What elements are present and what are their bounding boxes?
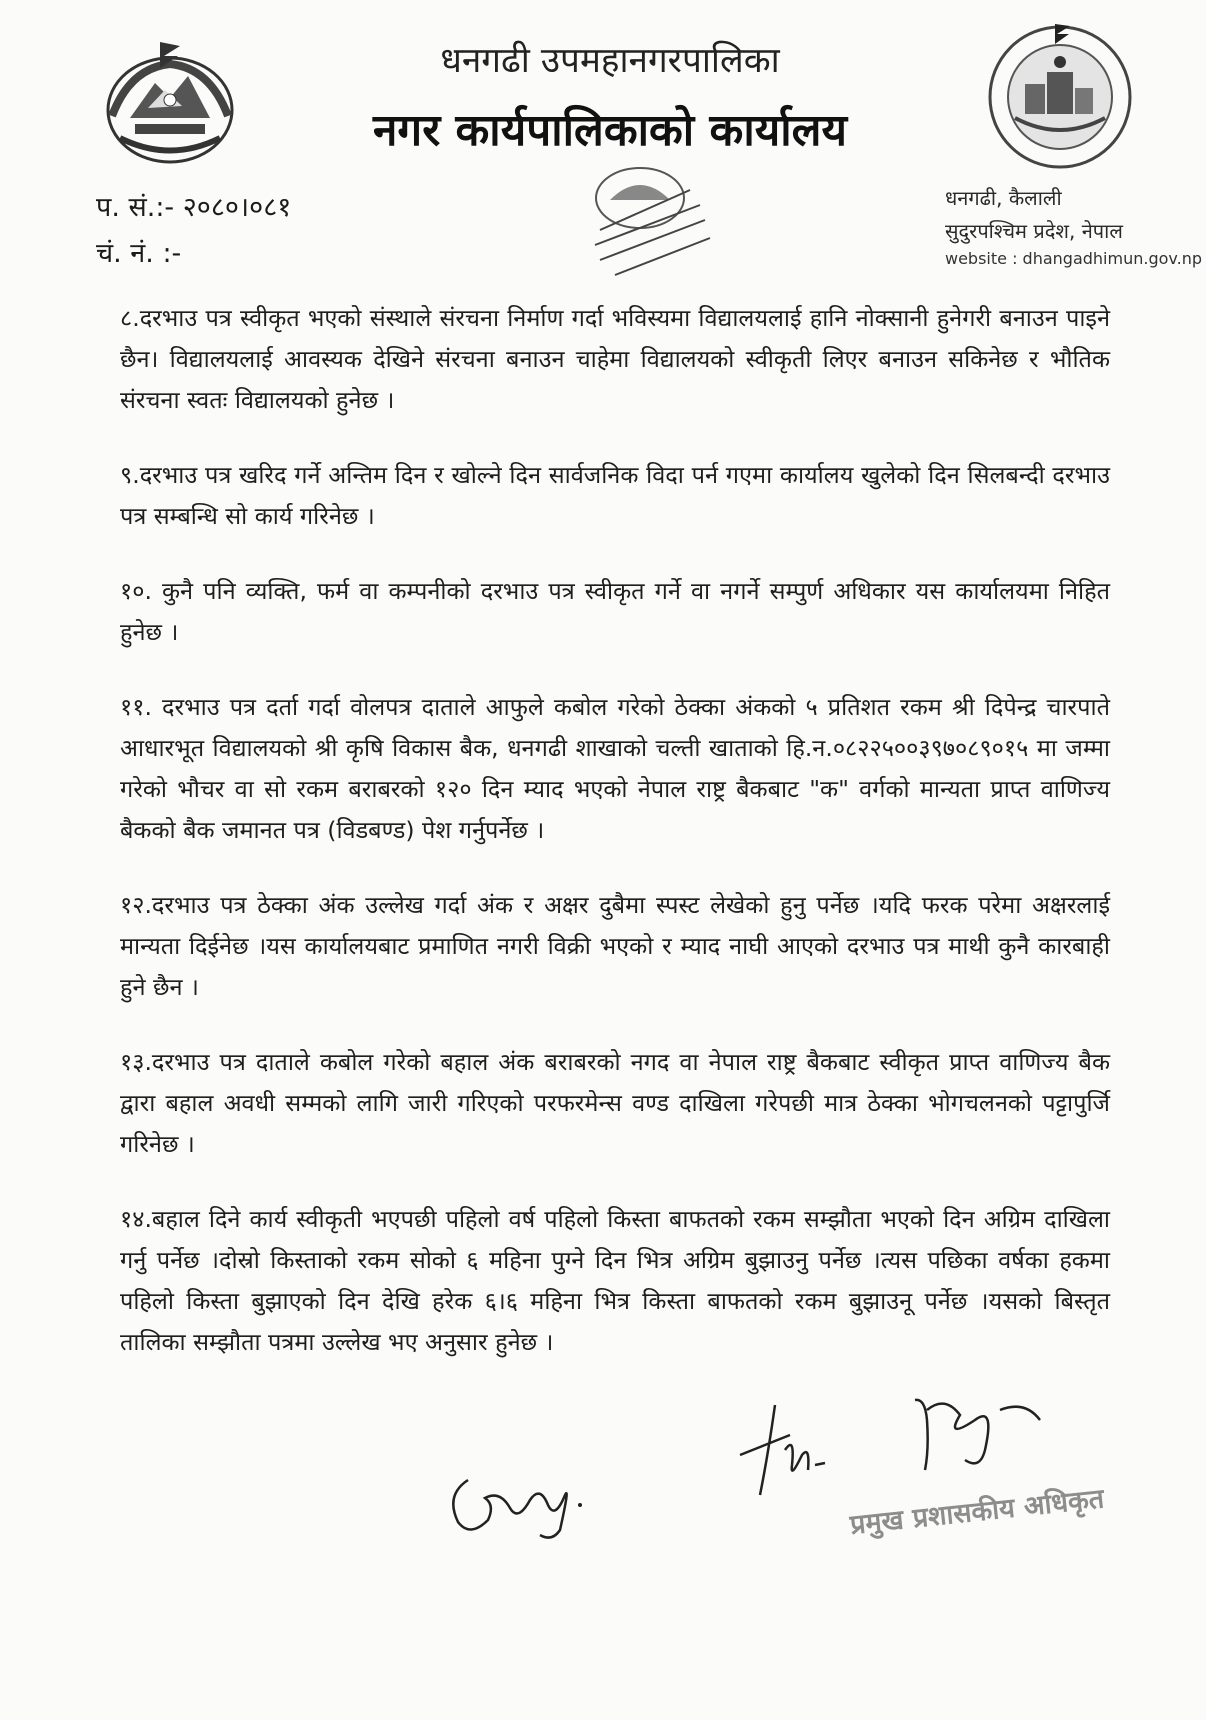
nepal-coat-of-arms-icon (100, 38, 240, 168)
document-body (120, 298, 1110, 1397)
address-province: सुदुरपश्चिम प्रदेश, नेपाल (945, 219, 1123, 243)
reference-block (96, 185, 291, 277)
designation-stamp: प्रमुख प्रशासकीय अधिकृत (848, 1483, 1106, 1541)
clause-13: १३.दरभाउ पत्र दाताले कबोल गरेको बहाल अंक बराबरको नगद वा नेपाल राष्ट्र बैकबाट स्वीकृत प्राप्त वाणिज्य बैक द्वारा बहाल अवधी सम्मको लागि जारी गरिएको परफरमेन्स वण्ड दाखिला गरेपछी मात्र ठेक्का भोगचलनको पट्टापुर्जि गरिनेछ । (120, 1048, 1110, 1158)
clause-9: ९.दरभाउ पत्र खरिद गर्ने अन्तिम दिन र खोल्ने दिन सार्वजनिक विदा पर्न गएमा कार्यालय खुलेको दिन सिलबन्दी दरभाउ पत्र सम्बन्धि सो कार्य गरिनेछ । (120, 461, 1110, 530)
office-name: नगर कार्यपालिकाको कार्यालय (373, 105, 847, 156)
signature-3-icon (905, 1380, 1055, 1485)
reference-number: प. सं.:- २०८०।०८१ (96, 192, 292, 223)
website-link[interactable]: website : dhangadhimun.gov.np (945, 249, 1202, 268)
address-city: धनगढी, कैलाली (945, 186, 1062, 210)
clause-11: ११. दरभाउ पत्र दर्ता गर्दा वोलपत्र दाताले आफुले कबोल गरेको ठेक्का अंकको ५ प्रतिशत रकम श्री दिपेन्द्र चारपाते आधारभूत विद्यालयको श्री कृषि विकास बैक, धनगढी शाखाको चल्ती खाताको हि.न.०८२२५००३९७०८९०१५ मा जम्मा गरेको भौचर वा सो रकम बराबरको १२० दिन म्याद भएको नेपाल राष्ट्र बैकबाट "क" वर्गको मान्यता प्राप्त वाणिज्य बैकको बैक जमानत पत्र (विडबण्ड) पेश गर्नुपर्नेछ । (120, 693, 1110, 844)
municipality-name: धनगढी उपमहानगरपालिका (440, 41, 780, 81)
clause-12: १२.दरभाउ पत्र ठेक्का अंक उल्लेख गर्दा अंक र अक्षर दुबैमा स्पस्ट लेखेको हुनु पर्नेछ ।यदि फरक परेमा अक्षरलाई मान्यता दिईनेछ ।यस कार्यालयबाट प्रमाणित नगरी विक्री भएको र म्याद नाघी आएको दरभाउ पत्र माथी कुनै कारबाही हुने छैन । (120, 891, 1110, 1001)
office-stamp-icon (540, 150, 740, 285)
clause-14: १४.बहाल दिने कार्य स्वीकृती भएपछी पहिलो वर्ष पहिलो किस्ता बाफतको रकम सम्झौता भएको दिन अग्रिम दाखिला गर्नु पर्नेछ ।दोस्रो किस्ताको रकम सोको ६ महिना पुग्ने दिन भित्र अग्रिम बुझाउनु पर्नेछ ।त्यस पछिका वर्षका हकमा पहिलो किस्ता बुझाएको दिन देखि हरेक ६।६ महिना भित्र किस्ता बाफतको रकम बुझाउनू पर्नेछ ।यसको बिस्तृत तालिका सम्झौता पत्रमा उल्लेख भए अनुसार हुनेछ । (120, 1205, 1110, 1356)
signature-2-icon (730, 1395, 840, 1505)
dispatch-number: चं. नं. :- (96, 238, 182, 269)
signature-1-icon (440, 1450, 600, 1545)
clause-8: ८.दरभाउ पत्र स्वीकृत भएको संस्थाले संरचना निर्माण गर्दा भविस्यमा विद्यालयलाई हानि नोक्सानी हुनेगरी बनाउन पाइने छैन। विद्यालयलाई आवस्यक देखिने संरचना बनाउन चाहेमा विद्यालयको स्वीकृती लिएर बनाउन सकिनेछ र भौतिक संरचना स्वतः विद्यालयको हुनेछ । (120, 304, 1110, 414)
address-block (945, 182, 1202, 270)
clause-10: १०. कुनै पनि व्यक्ति, फर्म वा कम्पनीको दरभाउ पत्र स्वीकृत गर्ने वा नगर्ने सम्पुर्ण अधिकार यस कार्यालयमा निहित हुनेछ । (120, 577, 1110, 646)
municipality-seal-icon (985, 22, 1135, 172)
